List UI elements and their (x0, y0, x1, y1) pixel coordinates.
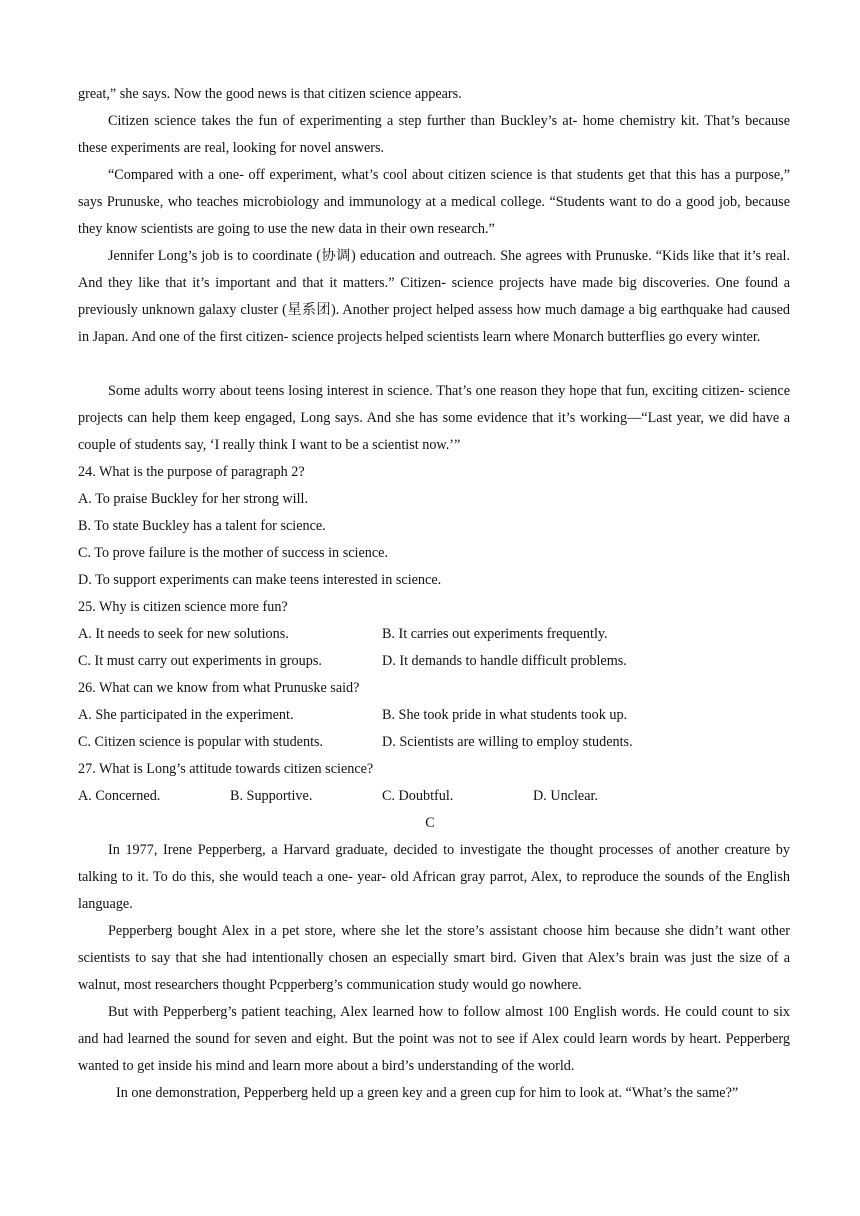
paragraph-c-3: But with Pepperberg’s patient teaching, Alex learned how to follow almost 100 English words. He could count to six and had learned the sound for seven and eight. But the point was not to see if Alex could learn words by heart. Pepperberg wanted to get inside his mind and learn more about a bird’s understanding of the world. (78, 1004, 790, 1074)
question-27-option-b: B. Supportive. (230, 788, 313, 804)
question-26-stem: 26. What can we know from what Prunuske said? (78, 680, 360, 696)
question-25-option-d: D. It demands to handle difficult problems. (382, 653, 627, 669)
question-27-option-a: A. Concerned. (78, 788, 161, 804)
section-c-heading: C (425, 815, 435, 831)
question-24-option-b: B. To state Buckley has a talent for science. (78, 518, 326, 534)
question-26-option-b: B. She took pride in what students took up. (382, 707, 628, 723)
question-24-stem: 24. What is the purpose of paragraph 2? (78, 464, 305, 480)
paragraph-b-3: Citizen science takes the fun of experimenting a step further than Buckley’s at- home chemistry kit. That’s because these experiments are real, looking for novel answers. (78, 113, 790, 156)
question-26-option-c: C. Citizen science is popular with students. (78, 734, 324, 750)
paragraph-b-end: great,” she says. Now the good news is that citizen science appears. (78, 86, 462, 102)
question-25-option-a: A. It needs to seek for new solutions. (78, 626, 289, 642)
paragraph-c-2: Pepperberg bought Alex in a pet store, where she let the store’s assistant choose him because she didn’t want other scientists to say that she had intentionally chosen an especially smart bird. Given that Alex’s brain was just the size of a walnut, most researchers thought Pcpperberg’s communication study would go nowhere. (78, 923, 790, 993)
question-27-stem: 27. What is Long’s attitude towards citizen science? (78, 761, 374, 777)
question-26-option-a: A. She participated in the experiment. (78, 707, 294, 723)
question-25-option-c: C. It must carry out experiments in groups. (78, 653, 322, 669)
paragraph-b-4: “Compared with a one- off experiment, what’s cool about citizen science is that students get that this has a purpose,” says Prunuske, who teaches microbiology and immunology at a medical college. “Students want to do a good job, because they know scientists are going to use the new data in their own research.” (78, 167, 790, 237)
paragraph-b-5: Jennifer Long’s job is to coordinate (协调) education and outreach. She agrees with Prunuske. “Kids like that it’s real. And they like that it’s important and that it matters.” Citizen- science projects have made big discoveries. One found a previously unknown galaxy cluster (星系团). Another project helped assess how much damage a big earthquake had caused in Japan. And one of the first citizen- science projects helped scientists learn where Monarch butterflies go every winter. (78, 248, 790, 345)
question-24-option-d: D. To support experiments can make teens interested in science. (78, 572, 442, 588)
question-25-stem: 25. Why is citizen science more fun? (78, 599, 288, 615)
question-25-option-b: B. It carries out experiments frequently. (382, 626, 608, 642)
question-27-option-c: C. Doubtful. (382, 788, 454, 804)
paragraph-b-6: Some adults worry about teens losing interest in science. That’s one reason they hope that fun, exciting citizen- science projects can help them keep engaged, Long says. And she has some evidence that it’s working—“Last year, we did have a couple of students say, ‘I really think I want to be a scientist now.’” (78, 383, 790, 453)
question-26-option-d: D. Scientists are willing to employ students. (382, 734, 633, 750)
question-24-option-a: A. To praise Buckley for her strong will. (78, 491, 309, 507)
question-27-option-d: D. Unclear. (533, 788, 598, 804)
paragraph-c-1: In 1977, Irene Pepperberg, a Harvard graduate, decided to investigate the thought processes of another creature by talking to it. To do this, she would teach a one- year- old African gray parrot, Alex, to reproduce the sounds of the English language. (78, 842, 790, 912)
paragraph-c-4: In one demonstration, Pepperberg held up a green key and a green cup for him to look at. “What’s the same?” (116, 1085, 739, 1101)
question-24-option-c: C. To prove failure is the mother of success in science. (78, 545, 388, 561)
